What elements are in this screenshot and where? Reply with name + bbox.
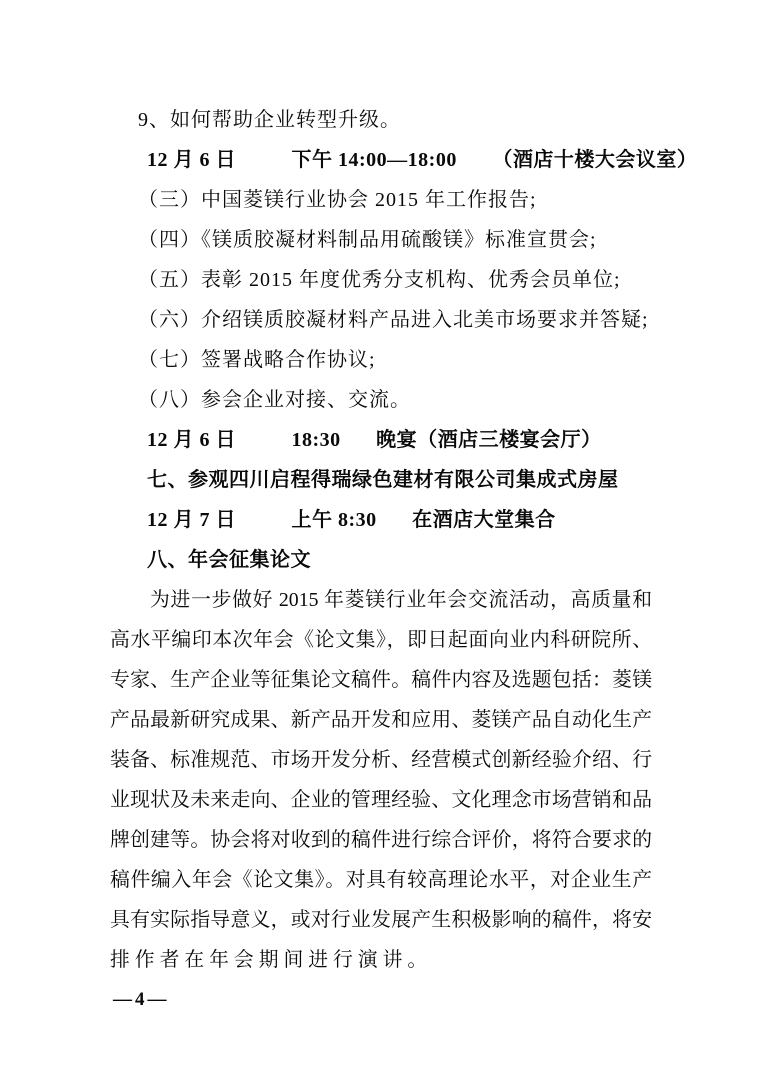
agenda-item-5: （五）表彰 2015 年度优秀分支机构、优秀会员单位; xyxy=(138,269,621,291)
dinner-time: 18:30 xyxy=(291,429,341,451)
schedule-venue: （酒店十楼大会议室） xyxy=(492,149,698,171)
paragraph-line: 高水平编印本次年会《论文集》，即日起面向业内科研院所、 xyxy=(110,629,652,651)
agenda-item-6: （六）介绍镁质胶凝材料产品进入北美市场要求并答疑; xyxy=(138,309,649,331)
schedule-dec6-dinner xyxy=(110,420,652,460)
paragraph-line: 为进一步做好 2015 年菱镁行业年会交流活动，高质量和 xyxy=(150,589,652,611)
dinner-date: 12 月 6 日 xyxy=(147,429,236,451)
section-8-papers-title: 八、年会征集论文 xyxy=(147,549,311,571)
paragraph-line: 专家、生产企业等征集论文稿件。稿件内容及选题包括：菱镁 xyxy=(110,669,652,691)
agenda-item-7: （七）签署战略合作协议; xyxy=(138,349,376,371)
assembly-desc: 在酒店大堂集合 xyxy=(412,509,556,531)
assembly-date: 12 月 7 日 xyxy=(147,509,236,531)
agenda-item-4: （四）《镁质胶凝材料制品用硫酸镁》标准宣贯会; xyxy=(138,229,597,251)
section-7-visit-title: 七、参观四川启程得瑞绿色建材有限公司集成式房屋 xyxy=(147,469,619,491)
paragraph-line: 排作者在年会期间进行演讲。 xyxy=(110,949,433,971)
paragraph-line: 产品最新研究成果、新产品开发和应用、菱镁产品自动化生产 xyxy=(110,709,652,731)
paragraph-line: 牌创建等。协会将对收到的稿件进行综合评价，将符合要求的 xyxy=(110,829,652,851)
paragraph-line: 装备、标准规范、市场开发分析、经营模式创新经验介绍、行 xyxy=(110,749,652,771)
schedule-date: 12 月 6 日 xyxy=(147,149,236,171)
schedule-dec6-afternoon xyxy=(110,140,698,180)
agenda-item-3: （三）中国菱镁行业协会 2015 年工作报告; xyxy=(138,189,537,211)
dinner-desc: 晚宴（酒店三楼宴会厅） xyxy=(376,429,602,451)
paragraph-line: 稿件编入年会《论文集》。对具有较高理论水平，对企业生产 xyxy=(110,869,652,891)
paragraph-line: 具有实际指导意义，或对行业发展产生积极影响的稿件，将安 xyxy=(110,909,652,931)
discussion-item-9: 9、如何帮助企业转型升级。 xyxy=(138,109,401,131)
call-for-papers-paragraph xyxy=(110,580,652,980)
assembly-time: 上午 8:30 xyxy=(291,509,377,531)
page-number: —4— xyxy=(113,989,170,1010)
page-content xyxy=(110,100,698,1020)
agenda-item-8: （八）参会企业对接、交流。 xyxy=(138,389,411,411)
paragraph-line: 业现状及未来走向、企业的管理经验、文化理念市场营销和品 xyxy=(110,789,652,811)
schedule-dec7-assembly xyxy=(110,500,652,540)
schedule-time: 下午 14:00—18:00 xyxy=(291,149,457,171)
